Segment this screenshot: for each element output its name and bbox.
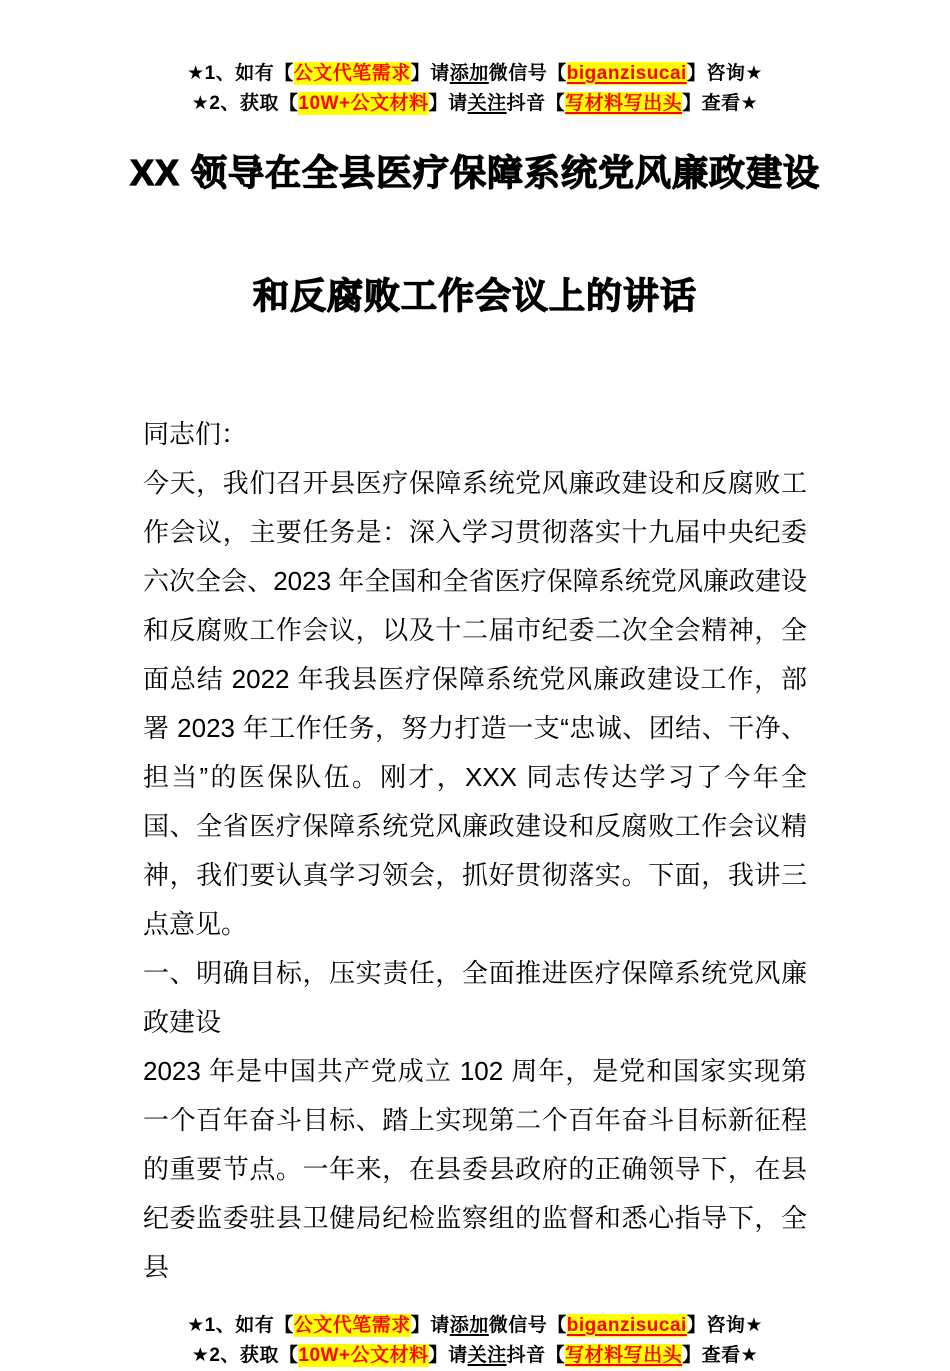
service-keyword-highlight: 公文代笔需求 (293, 1315, 411, 1336)
footer-notice-line-2 (0, 1341, 950, 1371)
notice-text: 】查看★ (682, 93, 759, 114)
service-keyword-highlight: 公文代笔需求 (293, 63, 411, 84)
wechat-id-highlight: biganzisucai (566, 63, 687, 84)
douyin-name-highlight: 写材料写出头 (565, 1345, 683, 1366)
douyin-name-highlight: 写材料写出头 (565, 93, 683, 114)
add-underline-text: 添加 (449, 1315, 489, 1336)
opening-paragraph: 今天，我们召开县医疗保障系统党风廉政建设和反腐败工作会议，主要任务是：深入学习贯彻落实十九届中央纪委六次全会、2023 年全国和全省医疗保障系统党风廉政建设和反腐败工作会议，以及十二届市纪委二次全会精神，全面总结 2022 年我县医疗保障系统党风廉政建设工作，部署 2023 年工作任务，努力打造一支“忠诚、团结、干净、担当”的医保队伍。刚才，XXX 同志传达学习了今年全国、全省医疗保障系统党风廉政建设和反腐败工作会议精神，我们要认真学习领会，抓好贯彻落实。下面，我讲三点意见。 (143, 468, 807, 939)
header-notice-line-1 (0, 59, 950, 89)
follow-underline-text: 关注 (467, 1345, 507, 1366)
notice-text: 微信号【 (488, 63, 567, 84)
footer-notice (0, 1311, 950, 1371)
notice-text: 】请 (428, 1345, 468, 1366)
header-notice (0, 0, 950, 119)
footer-notice-line-1 (0, 1311, 950, 1341)
notice-text: 】请 (428, 93, 468, 114)
notice-text: 】查看★ (682, 1345, 759, 1366)
notice-text: 】请 (410, 1315, 450, 1336)
notice-text: 抖音【 (506, 93, 566, 114)
follow-underline-text: 关注 (467, 93, 507, 114)
section-paragraph-1: 2023 年是中国共产党成立 102 周年，是党和国家实现第一个百年奋斗目标、踏上实现第二个百年奋斗目标新征程的重要节点。一年来，在县委县政府的正确领导下，在县纪委监委驻县卫健局纪检监察组的监督和悉心指导下，全县 (143, 1056, 807, 1282)
notice-text: 】请 (410, 63, 450, 84)
add-underline-text: 添加 (449, 63, 489, 84)
salutation-paragraph: 同志们： (143, 419, 248, 449)
notice-text: ★1、如有【 (187, 63, 294, 84)
material-keyword-highlight: 10W+公文材料 (298, 93, 429, 114)
material-keyword-highlight: 10W+公文材料 (298, 1345, 429, 1366)
notice-text: ★2、获取【 (191, 1345, 299, 1366)
notice-text: 】咨询★ (686, 1315, 763, 1336)
notice-text: ★1、如有【 (187, 1315, 294, 1336)
header-notice-line-2 (0, 89, 950, 119)
document-body (143, 410, 807, 1292)
notice-text: 微信号【 (488, 1315, 567, 1336)
notice-text: ★2、获取【 (191, 93, 299, 114)
document-title-line-2: 和反腐败工作会议上的讲话 (252, 275, 697, 316)
wechat-id-highlight: biganzisucai (566, 1315, 687, 1336)
section-heading-1: 一、明确目标，压实责任，全面推进医疗保障系统党风廉政建设 (143, 958, 807, 1037)
notice-text: 】咨询★ (686, 63, 763, 84)
notice-text: 抖音【 (506, 1345, 566, 1366)
document-title-line-1: XX 领导在全县医疗保障系统党风廉政建设 (129, 152, 821, 193)
